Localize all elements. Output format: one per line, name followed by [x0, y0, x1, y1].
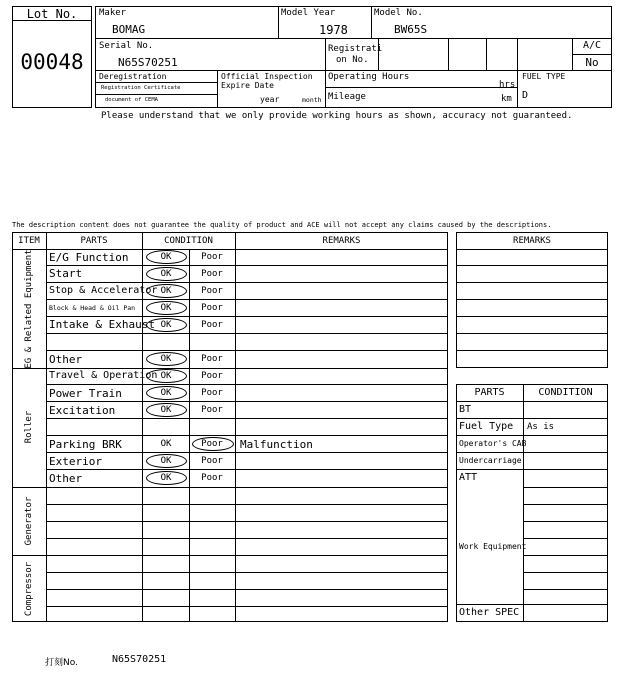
- ok-option: OK: [160, 320, 172, 330]
- part-label: Parking BRK: [49, 438, 122, 451]
- year-label: year: [260, 95, 280, 104]
- part-label: Intake & Exhaust: [49, 318, 155, 331]
- section-eg-label: EG & Related Equipment: [24, 249, 34, 369]
- ok-option: OK: [160, 269, 172, 279]
- notice-text: Please understand that we only provide working hours as shown, accuracy not guaranteed.: [101, 111, 573, 121]
- stamp-number-value: N65S70251: [112, 654, 167, 665]
- poor-option: Poor: [201, 456, 223, 466]
- poor-option: Poor: [201, 286, 223, 296]
- maker-label: Maker: [99, 8, 127, 18]
- parts-header: PARTS: [80, 236, 108, 246]
- serial-label: Serial No.: [99, 41, 154, 51]
- ok-option: OK: [160, 456, 172, 466]
- section-generator-label: Generator: [24, 496, 34, 546]
- lot-number: 00048: [20, 50, 84, 74]
- ok-option: OK: [160, 439, 172, 449]
- poor-option: Poor: [201, 439, 223, 449]
- ok-option: OK: [160, 252, 172, 262]
- remarks-header: REMARKS: [322, 236, 361, 246]
- ok-option: OK: [160, 388, 172, 398]
- right-parts-header: PARTS: [474, 387, 505, 398]
- item-header: ITEM: [18, 236, 40, 246]
- inspection-label-2: Expire Date: [221, 81, 274, 90]
- ok-option: OK: [160, 303, 172, 313]
- fuel-type-label: FUEL TYPE: [522, 72, 566, 81]
- fuel-type-row-label: Fuel Type: [459, 421, 514, 432]
- stamp-number-label: 打刻No.: [45, 658, 78, 668]
- remarks-table: [456, 232, 608, 368]
- model-year-label: Model Year: [281, 8, 336, 18]
- operating-hours-label: Operating Hours: [328, 72, 410, 82]
- work-equipment-label: Work Equipment: [459, 542, 527, 551]
- model-no-value: BW65S: [394, 23, 428, 36]
- att-label: ATT: [459, 472, 478, 483]
- model-year-value: 1978: [319, 23, 348, 37]
- right-condition-header: CONDITION: [538, 387, 593, 398]
- poor-option: Poor: [201, 388, 223, 398]
- poor-option: Poor: [201, 405, 223, 415]
- ok-option: OK: [160, 286, 172, 296]
- part-label: E/G Function: [49, 251, 129, 264]
- section-roller-label: Roller: [24, 410, 34, 444]
- part-label: Start: [49, 267, 83, 280]
- remarks-right-header: REMARKS: [513, 236, 551, 246]
- fuel-type-row-value: As is: [527, 422, 555, 432]
- registration-label-1: Registrati: [328, 44, 383, 54]
- ac-value: No: [585, 56, 599, 69]
- part-label: Travel & Operation: [49, 370, 158, 381]
- part-label: Other: [49, 353, 83, 366]
- registration-label-2: on No.: [336, 55, 369, 65]
- month-label: month: [302, 96, 322, 104]
- serial-value: N65S70251: [118, 56, 178, 69]
- ok-option: OK: [160, 405, 172, 415]
- maker-value: BOMAG: [112, 23, 146, 36]
- bt-label: BT: [459, 404, 472, 415]
- cema-label: document of CEMA: [105, 97, 158, 103]
- remark-text: Malfunction: [240, 438, 313, 451]
- mileage-label: Mileage: [328, 92, 366, 102]
- part-label: Power Train: [49, 387, 122, 400]
- deregistration-label: Deregistration: [99, 72, 167, 81]
- part-label: Exterior: [49, 455, 102, 468]
- poor-option: Poor: [201, 320, 223, 330]
- lot-label: Lot No.: [26, 7, 78, 21]
- other-spec-label: Other SPEC: [459, 607, 520, 618]
- poor-option: Poor: [201, 354, 223, 364]
- hrs-label: hrs: [499, 80, 516, 90]
- fuel-type-value: D: [522, 90, 529, 101]
- undercarriage-label: Undercarriage: [459, 456, 522, 465]
- part-label: Other: [49, 472, 83, 485]
- poor-option: Poor: [201, 371, 223, 381]
- model-no-label: Model No.: [374, 8, 423, 18]
- ok-option: OK: [160, 354, 172, 364]
- poor-option: Poor: [201, 269, 223, 279]
- part-label: Excitation: [49, 404, 116, 417]
- poor-option: Poor: [201, 303, 223, 313]
- ac-label: A/C: [582, 40, 602, 51]
- poor-option: Poor: [201, 252, 223, 262]
- ok-option: OK: [160, 473, 172, 483]
- inspection-label-1: Official Inspection: [221, 72, 313, 81]
- condition-header: CONDITION: [164, 236, 213, 246]
- ok-option: OK: [160, 371, 172, 381]
- disclaimer-text: The description content does not guarantee the quality of product and ACE will not accept any claims caused by the descriptions.: [12, 221, 552, 229]
- part-label: Block & Head & Oil Pan: [49, 304, 136, 312]
- operator-cab-label: Operator's CAB: [459, 439, 527, 448]
- registration-certificate-label: Registration Certificate: [101, 85, 181, 91]
- part-label: Stop & Accelerator: [49, 285, 158, 296]
- poor-option: Poor: [201, 473, 223, 483]
- km-label: km: [501, 94, 512, 104]
- section-compressor-label: Compressor: [24, 561, 34, 617]
- parts-condition-table: [456, 384, 608, 622]
